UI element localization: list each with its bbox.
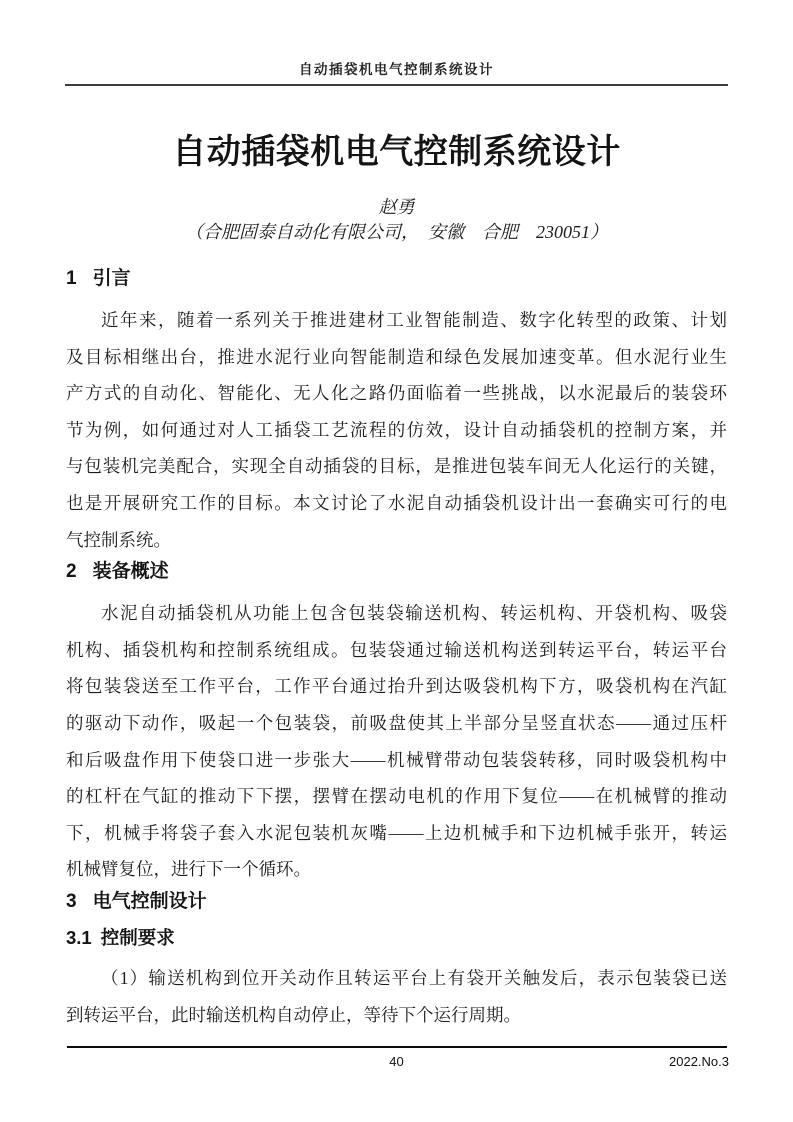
section-3-1-number: 3.1 [66, 926, 92, 948]
text-line: 的驱动下动作，吸起一个包装袋，前吸盘使其上半部分呈竖直状态——通过压杆 [66, 712, 727, 733]
section-3-heading [66, 888, 727, 915]
text-line: 与包装机完美配合，实现全自动插袋的目标，是推进包装车间无人化运行的关键， [66, 456, 727, 477]
text-line: 机构、插袋机构和控制系统组成。包装袋通过输送机构送到转运平台，转运平台 [66, 639, 727, 660]
document-content [66, 120, 727, 1033]
running-header: 自动插袋机电气控制系统设计 [299, 62, 494, 77]
section-2-heading [66, 558, 727, 585]
section-3-number: 3 [66, 890, 77, 912]
text-line: 到转运平台，此时输送机构自动停止，等待下个运行周期。 [66, 1004, 521, 1025]
section-3-1-heading [66, 926, 727, 950]
text-line: 的杠杆在气缸的推动下下摆，摆臂在摆动电机的作用下复位——在机械臂的推动 [66, 786, 727, 807]
footer-rule [67, 1046, 727, 1048]
section-1-number: 1 [66, 268, 77, 289]
text-line: 节为例，如何通过对人工插袋工艺流程的仿效，设计自动插袋机的控制方案，并 [66, 419, 727, 440]
text-line: 产方式的自动化、智能化、无人化之路仍面临着一些挑战，以水泥最后的装袋环 [66, 383, 727, 404]
section-2-number: 2 [66, 561, 77, 583]
page-number: 40 [389, 1054, 404, 1069]
author-affiliation: （合肥固泰自动化有限公司， 安徽 合肥 230051） [185, 222, 608, 242]
section-2-paragraph [66, 595, 727, 888]
section-3-1-title: 控制要求 [100, 926, 175, 948]
section-1-paragraph [66, 302, 727, 558]
section-1-heading [66, 265, 727, 292]
document-title: 自动插袋机电气控制系统设计 [172, 133, 621, 171]
author-name: 赵勇 [378, 197, 415, 217]
section-3-1-paragraph [66, 960, 727, 1033]
header-rule [65, 84, 728, 86]
text-line: 及目标相继出台，推进水泥行业向智能制造和绿色发展加速变革。但水泥行业生 [66, 346, 727, 367]
text-line: 和后吸盘作用下使袋口进一步张大——机械臂带动包装袋转移，同时吸袋机构中 [66, 749, 727, 770]
text-line: 近年来，随着一系列关于推进建材工业智能制造、数字化转型的政策、计划 [101, 310, 727, 330]
text-line: 下，机械手将袋子套入水泥包装机灰嘴——上边机械手和下边机械手张开，转运 [66, 822, 727, 843]
text-line: 气控制系统。 [66, 529, 171, 550]
issue-label: 2022.No.3 [669, 1054, 729, 1069]
section-3-title: 电气控制设计 [92, 890, 207, 912]
text-line: 水泥自动插袋机从功能上包含包装袋输送机构、转运机构、开袋机构、吸袋 [101, 603, 727, 624]
section-2-title: 装备概述 [92, 561, 169, 583]
text-line: 也是开展研究工作的目标。本文讨论了水泥自动插袋机设计出一套确实可行的电 [66, 492, 727, 513]
text-line: 机械臂复位，进行下一个循环。 [66, 859, 311, 880]
text-line: （1）输送机构到位开关动作且转运平台上有袋开关触发后，表示包装袋已送 [101, 967, 727, 988]
text-line: 将包装袋送至工作平台，工作平台通过抬升到达吸袋机构下方，吸袋机构在汽缸 [66, 676, 727, 697]
section-1-title: 引言 [92, 268, 131, 289]
